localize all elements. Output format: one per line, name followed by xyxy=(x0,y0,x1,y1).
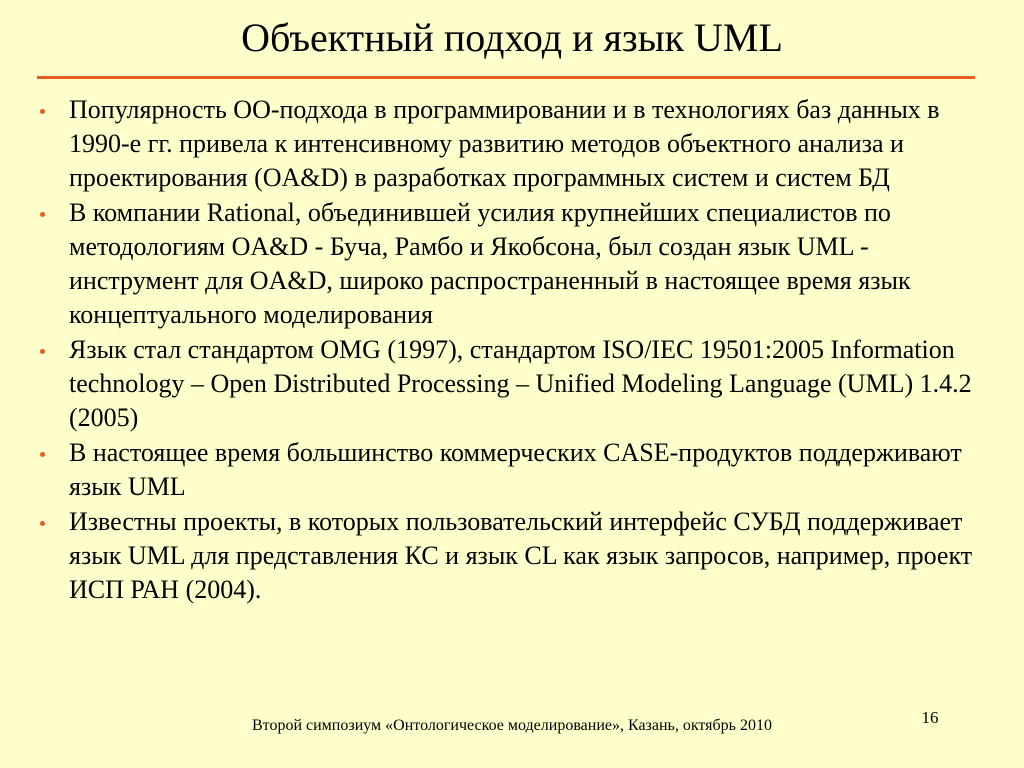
bullet-list xyxy=(40,93,990,608)
bullet-dot-icon xyxy=(40,521,45,526)
bullet-item xyxy=(40,436,990,504)
bullet-item xyxy=(40,333,990,435)
bullet-dot-icon xyxy=(40,109,45,114)
slide-title: Объектный подход и язык UML xyxy=(241,15,783,60)
bullet-text: В настоящее время большинство коммерческих CASE-продуктов поддерживают язык UML xyxy=(69,438,962,501)
bullet-text: Язык стал стандартом OMG (1997), стандартом ISO/IEC 19501:2005 Information technology – Open Distributed Processing – Unified Modeling Language (UML) 1.4.2 (2005) xyxy=(69,335,972,432)
bullet-item xyxy=(40,196,990,332)
page-number: 16 xyxy=(921,708,939,727)
bullet-dot-icon xyxy=(40,212,45,217)
bullet-text: Популярность ОО-подхода в программировании и в технологиях баз данных в 1990-е гг. привела к интенсивному развитию методов объектного анализа и проектирования (OA&D) в разработках программных систем и систем БД xyxy=(69,95,940,192)
footer-text: Второй симпозиум «Онтологическое моделирование», Казань, октябрь 2010 xyxy=(252,717,772,734)
bullet-item xyxy=(40,505,990,607)
bullet-dot-icon xyxy=(40,452,45,457)
bullet-text: В компании Rational, объединившей усилия крупнейших специалистов по методологиям OA&D - Буча, Рамбо и Якобсона, был создан язык UML - инструмент для OA&D, широко распространенный в настоящее время язык концептуального моделирования xyxy=(69,198,911,329)
bullet-dot-icon xyxy=(40,349,45,354)
bullet-text: Известны проекты, в которых пользовательский интерфейс СУБД поддерживает язык UML для представления КС и язык CL как язык запросов, например, проект ИСП РАН (2004). xyxy=(69,507,973,604)
title-divider xyxy=(37,76,975,79)
bullet-item xyxy=(40,93,990,195)
